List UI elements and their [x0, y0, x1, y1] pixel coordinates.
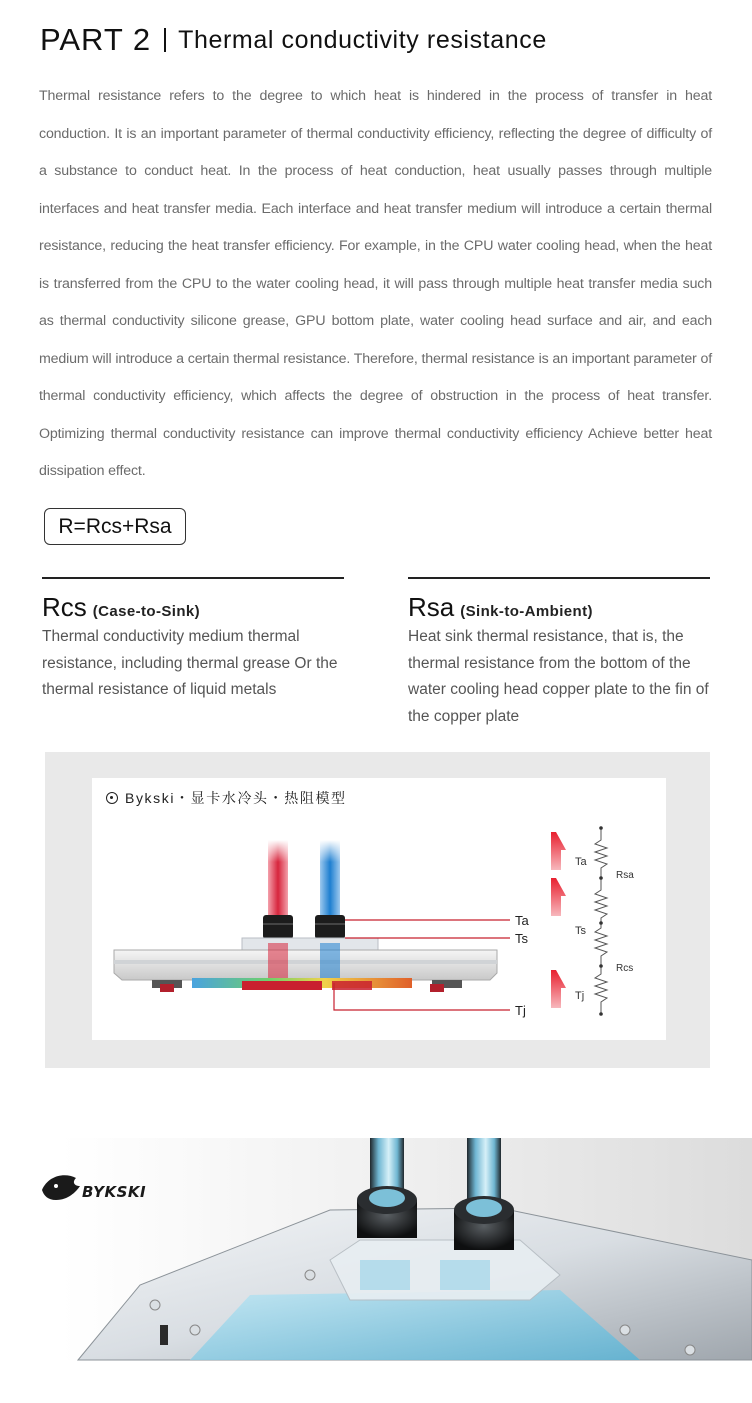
- node-ts: [599, 921, 603, 925]
- node-tj: [599, 964, 603, 968]
- fitting-left: [263, 915, 293, 939]
- heading-divider: [164, 28, 166, 52]
- part-label: PART 2: [40, 22, 152, 57]
- fitting-right: [315, 915, 345, 939]
- heat-arrow-tj: [551, 970, 566, 1008]
- node-top: [599, 826, 603, 830]
- rsa-symbol: Rsa: [408, 592, 455, 622]
- screw-icon: [620, 1325, 630, 1335]
- bykski-logo-text: BYKSKI: [82, 1183, 147, 1201]
- heat-arrow-ta: [551, 832, 566, 870]
- model-label-tj: Tj: [575, 990, 585, 1002]
- screw-icon: [305, 1270, 315, 1280]
- model-label-ts: Ts: [575, 925, 586, 937]
- standoff: [160, 1325, 168, 1345]
- water-block: [114, 938, 497, 992]
- rcs-heading: [42, 592, 344, 623]
- rcs-description: Thermal conductivity medium thermal resistance, including thermal grease Or the thermal resistance of liquid metals: [42, 628, 338, 698]
- rcs-subtitle: (Case-to-Sink): [92, 603, 201, 620]
- outlet-tube: [320, 840, 340, 920]
- resistance-model: [551, 826, 634, 1016]
- inlet-tube: [268, 840, 288, 920]
- node-ta: [599, 876, 603, 880]
- rcs-symbol: Rcs: [42, 592, 87, 622]
- formula-box: R=Rcs+Rsa: [44, 508, 186, 545]
- screw-icon: [190, 1325, 200, 1335]
- section-heading: [40, 22, 547, 58]
- node-bottom: [599, 1012, 603, 1016]
- rsa-column: [408, 577, 710, 730]
- rsa-heading: [408, 592, 710, 623]
- thermal-model-illustration: [92, 778, 666, 1040]
- callout-label-ta: Ta: [515, 913, 529, 928]
- callout-label-ts: Ts: [515, 931, 528, 946]
- model-label-ta: Ta: [575, 856, 587, 868]
- heat-arrow-ts: [551, 878, 566, 916]
- rcs-column: [42, 577, 344, 704]
- resistor-chain: [595, 828, 607, 1014]
- diagram-title-text: Bykski・显卡水冷头・热阻模型: [125, 790, 347, 806]
- rsa-description: Heat sink thermal resistance, that is, the thermal resistance from the bottom of the water cooling head copper plate to the fin of the copper plate: [408, 628, 709, 725]
- rsa-subtitle: (Sink-to-Ambient): [460, 603, 593, 620]
- rsa-divider: [408, 577, 710, 579]
- screw-icon: [150, 1300, 160, 1310]
- screw-icon: [685, 1345, 695, 1355]
- model-label-rcs: Rcs: [616, 963, 634, 974]
- callout-label-tj: Tj: [515, 1003, 526, 1018]
- product-photo: [0, 1090, 752, 1403]
- model-label-rsa: Rsa: [616, 870, 634, 881]
- rcs-divider: [42, 577, 344, 579]
- section-title: Thermal conductivity resistance: [178, 25, 547, 54]
- intro-paragraph: Thermal resistance refers to the degree to which heat is hindered in the process of transfer in heat conduction. It is an important parameter of thermal conductivity efficiency, reflecting the degree of difficulty of a substance to conduct heat. In the process of heat conduction, heat usually passes through multiple interfaces and heat transfer media. Each interface and heat transfer medium will introduce a certain thermal resistance, reducing the heat transfer efficiency. For example, in the CPU water cooling head, when the heat is transferred from the CPU to the water cooling head, it will pass through multiple heat transfer media such as thermal conductivity silicone grease, GPU bottom plate, water cooling head surface and air, and each medium will introduce a certain thermal resistance. Therefore, thermal resistance is an important parameter of thermal conductivity efficiency, which affects the degree of obstruction in the process of heat transfer. Optimizing thermal conductivity resistance can improve thermal conductivity efficiency Achieve better heat dissipation effect.: [39, 88, 712, 479]
